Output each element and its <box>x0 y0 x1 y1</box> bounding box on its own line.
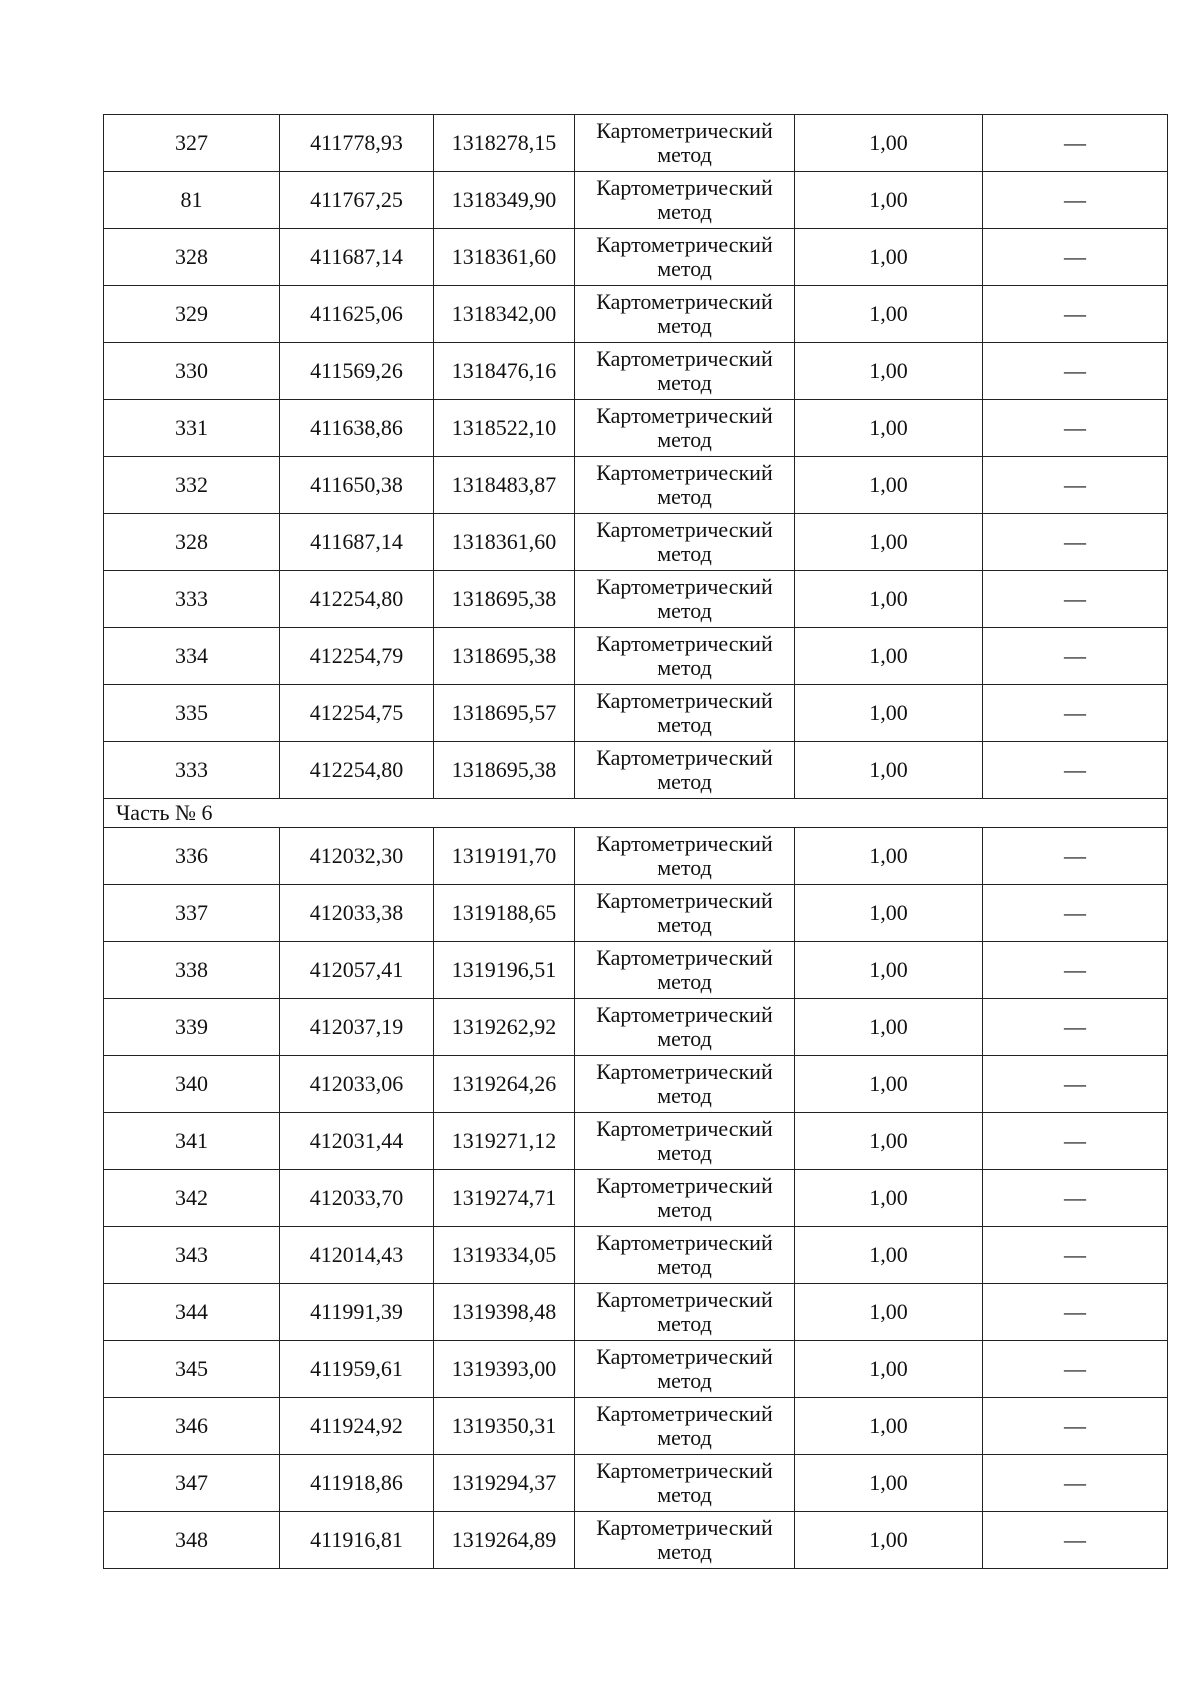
x-coordinate-cell: 412032,30 <box>280 828 434 885</box>
accuracy-cell: 1,00 <box>795 229 983 286</box>
y-coordinate-cell: 1318361,60 <box>434 514 575 571</box>
method-line: метод <box>657 256 712 281</box>
method-line: Картометрический <box>596 630 773 656</box>
method-cell <box>575 742 795 799</box>
table-row <box>104 1113 1168 1170</box>
accuracy-cell: 1,00 <box>795 1512 983 1569</box>
y-coordinate-cell: 1319264,89 <box>434 1512 575 1569</box>
method-line: Картометрический <box>596 345 773 371</box>
method-line: метод <box>657 1482 712 1507</box>
method-line: метод <box>657 427 712 452</box>
point-number-cell: 345 <box>104 1341 280 1398</box>
point-number-cell: 328 <box>104 229 280 286</box>
note-cell: — <box>983 885 1168 942</box>
y-coordinate-cell: 1319274,71 <box>434 1170 575 1227</box>
y-coordinate-cell: 1318695,38 <box>434 742 575 799</box>
note-cell: — <box>983 1227 1168 1284</box>
accuracy-cell: 1,00 <box>795 343 983 400</box>
method-line: метод <box>657 1311 712 1336</box>
note-cell: — <box>983 400 1168 457</box>
x-coordinate-cell: 412254,79 <box>280 628 434 685</box>
table-row <box>104 514 1168 571</box>
table-row <box>104 1341 1168 1398</box>
method-cell <box>575 115 795 172</box>
method-line: метод <box>657 969 712 994</box>
method-cell <box>575 1284 795 1341</box>
x-coordinate-cell: 412057,41 <box>280 942 434 999</box>
table-row <box>104 1056 1168 1113</box>
accuracy-cell: 1,00 <box>795 628 983 685</box>
table-row <box>104 343 1168 400</box>
x-coordinate-cell: 412033,38 <box>280 885 434 942</box>
method-line: Картометрический <box>596 516 773 542</box>
method-cell <box>575 1056 795 1113</box>
y-coordinate-cell: 1319393,00 <box>434 1341 575 1398</box>
method-line: метод <box>657 855 712 880</box>
coordinates-table <box>103 114 1168 1569</box>
table-row <box>104 172 1168 229</box>
method-line: Картометрический <box>596 1058 773 1084</box>
method-cell <box>575 229 795 286</box>
point-number-cell: 336 <box>104 828 280 885</box>
point-number-cell: 328 <box>104 514 280 571</box>
method-line: Картометрический <box>596 1343 773 1369</box>
point-number-cell: 344 <box>104 1284 280 1341</box>
point-number-cell: 340 <box>104 1056 280 1113</box>
method-line: метод <box>657 598 712 623</box>
point-number-cell: 330 <box>104 343 280 400</box>
y-coordinate-cell: 1319262,92 <box>434 999 575 1056</box>
y-coordinate-cell: 1319188,65 <box>434 885 575 942</box>
table-row <box>104 457 1168 514</box>
method-cell <box>575 1455 795 1512</box>
y-coordinate-cell: 1318522,10 <box>434 400 575 457</box>
accuracy-cell: 1,00 <box>795 942 983 999</box>
method-line: метод <box>657 655 712 680</box>
accuracy-cell: 1,00 <box>795 1170 983 1227</box>
method-line: Картометрический <box>596 231 773 257</box>
table-row <box>104 1227 1168 1284</box>
y-coordinate-cell: 1318278,15 <box>434 115 575 172</box>
method-line: Картометрический <box>596 1286 773 1312</box>
y-coordinate-cell: 1318342,00 <box>434 286 575 343</box>
x-coordinate-cell: 411687,14 <box>280 514 434 571</box>
table-row <box>104 1170 1168 1227</box>
method-line: метод <box>657 1083 712 1108</box>
method-line: Картометрический <box>596 1514 773 1540</box>
point-number-cell: 337 <box>104 885 280 942</box>
method-line: Картометрический <box>596 887 773 913</box>
accuracy-cell: 1,00 <box>795 400 983 457</box>
method-cell <box>575 1512 795 1569</box>
point-number-cell: 335 <box>104 685 280 742</box>
note-cell: — <box>983 742 1168 799</box>
method-line: метод <box>657 769 712 794</box>
method-line: метод <box>657 1254 712 1279</box>
method-line: метод <box>657 142 712 167</box>
x-coordinate-cell: 412037,19 <box>280 999 434 1056</box>
y-coordinate-cell: 1319334,05 <box>434 1227 575 1284</box>
method-line: Картометрический <box>596 117 773 143</box>
method-cell <box>575 628 795 685</box>
method-cell <box>575 1341 795 1398</box>
method-line: Картометрический <box>596 1172 773 1198</box>
note-cell: — <box>983 115 1168 172</box>
method-cell <box>575 1398 795 1455</box>
accuracy-cell: 1,00 <box>795 514 983 571</box>
method-cell <box>575 1113 795 1170</box>
method-cell <box>575 457 795 514</box>
table-row <box>104 999 1168 1056</box>
x-coordinate-cell: 412014,43 <box>280 1227 434 1284</box>
y-coordinate-cell: 1318349,90 <box>434 172 575 229</box>
note-cell: — <box>983 343 1168 400</box>
point-number-cell: 347 <box>104 1455 280 1512</box>
note-cell: — <box>983 1398 1168 1455</box>
x-coordinate-cell: 412254,80 <box>280 742 434 799</box>
method-line: метод <box>657 313 712 338</box>
method-line: метод <box>657 1425 712 1450</box>
accuracy-cell: 1,00 <box>795 1284 983 1341</box>
x-coordinate-cell: 411650,38 <box>280 457 434 514</box>
method-line: Картометрический <box>596 573 773 599</box>
point-number-cell: 81 <box>104 172 280 229</box>
y-coordinate-cell: 1318695,38 <box>434 571 575 628</box>
table-row <box>104 742 1168 799</box>
y-coordinate-cell: 1319191,70 <box>434 828 575 885</box>
note-cell: — <box>983 1284 1168 1341</box>
method-line: Картометрический <box>596 288 773 314</box>
method-line: Картометрический <box>596 830 773 856</box>
point-number-cell: 329 <box>104 286 280 343</box>
accuracy-cell: 1,00 <box>795 571 983 628</box>
accuracy-cell: 1,00 <box>795 828 983 885</box>
x-coordinate-cell: 412031,44 <box>280 1113 434 1170</box>
note-cell: — <box>983 571 1168 628</box>
accuracy-cell: 1,00 <box>795 1056 983 1113</box>
accuracy-cell: 1,00 <box>795 457 983 514</box>
point-number-cell: 348 <box>104 1512 280 1569</box>
x-coordinate-cell: 411918,86 <box>280 1455 434 1512</box>
table-row <box>104 115 1168 172</box>
point-number-cell: 333 <box>104 742 280 799</box>
y-coordinate-cell: 1318695,57 <box>434 685 575 742</box>
method-line: Картометрический <box>596 744 773 770</box>
method-cell <box>575 999 795 1056</box>
table-row <box>104 828 1168 885</box>
method-line: метод <box>657 1197 712 1222</box>
method-cell <box>575 1227 795 1284</box>
note-cell: — <box>983 229 1168 286</box>
method-line: Картометрический <box>596 402 773 428</box>
x-coordinate-cell: 411916,81 <box>280 1512 434 1569</box>
method-line: метод <box>657 1539 712 1564</box>
x-coordinate-cell: 411638,86 <box>280 400 434 457</box>
x-coordinate-cell: 412033,70 <box>280 1170 434 1227</box>
accuracy-cell: 1,00 <box>795 885 983 942</box>
method-line: метод <box>657 1026 712 1051</box>
method-line: метод <box>657 1368 712 1393</box>
point-number-cell: 339 <box>104 999 280 1056</box>
method-cell <box>575 828 795 885</box>
note-cell: — <box>983 1113 1168 1170</box>
accuracy-cell: 1,00 <box>795 742 983 799</box>
method-cell <box>575 343 795 400</box>
table-row <box>104 571 1168 628</box>
note-cell: — <box>983 172 1168 229</box>
method-cell <box>575 172 795 229</box>
x-coordinate-cell: 412254,75 <box>280 685 434 742</box>
y-coordinate-cell: 1319196,51 <box>434 942 575 999</box>
x-coordinate-cell: 411778,93 <box>280 115 434 172</box>
point-number-cell: 333 <box>104 571 280 628</box>
point-number-cell: 343 <box>104 1227 280 1284</box>
x-coordinate-cell: 411625,06 <box>280 286 434 343</box>
point-number-cell: 342 <box>104 1170 280 1227</box>
note-cell: — <box>983 628 1168 685</box>
note-cell: — <box>983 514 1168 571</box>
method-line: метод <box>657 484 712 509</box>
coordinates-table-body <box>104 115 1168 1569</box>
note-cell: — <box>983 286 1168 343</box>
accuracy-cell: 1,00 <box>795 1455 983 1512</box>
y-coordinate-cell: 1318361,60 <box>434 229 575 286</box>
note-cell: — <box>983 828 1168 885</box>
method-line: Картометрический <box>596 687 773 713</box>
y-coordinate-cell: 1319294,37 <box>434 1455 575 1512</box>
table-row <box>104 1398 1168 1455</box>
table-row <box>104 229 1168 286</box>
point-number-cell: 341 <box>104 1113 280 1170</box>
accuracy-cell: 1,00 <box>795 1113 983 1170</box>
note-cell: — <box>983 1170 1168 1227</box>
accuracy-cell: 1,00 <box>795 172 983 229</box>
method-cell <box>575 1170 795 1227</box>
table-row <box>104 400 1168 457</box>
note-cell: — <box>983 457 1168 514</box>
point-number-cell: 332 <box>104 457 280 514</box>
method-line: Картометрический <box>596 1229 773 1255</box>
method-cell <box>575 685 795 742</box>
method-line: Картометрический <box>596 1457 773 1483</box>
method-line: Картометрический <box>596 1115 773 1141</box>
table-row <box>104 628 1168 685</box>
note-cell: — <box>983 1512 1168 1569</box>
note-cell: — <box>983 1455 1168 1512</box>
y-coordinate-cell: 1319271,12 <box>434 1113 575 1170</box>
y-coordinate-cell: 1318695,38 <box>434 628 575 685</box>
method-cell <box>575 571 795 628</box>
accuracy-cell: 1,00 <box>795 685 983 742</box>
table-row <box>104 685 1168 742</box>
note-cell: — <box>983 685 1168 742</box>
table-row <box>104 1455 1168 1512</box>
x-coordinate-cell: 411767,25 <box>280 172 434 229</box>
accuracy-cell: 1,00 <box>795 1227 983 1284</box>
method-cell <box>575 514 795 571</box>
accuracy-cell: 1,00 <box>795 1341 983 1398</box>
x-coordinate-cell: 412254,80 <box>280 571 434 628</box>
section-label: Часть № 6 <box>104 799 1168 828</box>
point-number-cell: 327 <box>104 115 280 172</box>
section-header-row <box>104 799 1168 828</box>
note-cell: — <box>983 1341 1168 1398</box>
accuracy-cell: 1,00 <box>795 999 983 1056</box>
table-row <box>104 1512 1168 1569</box>
accuracy-cell: 1,00 <box>795 115 983 172</box>
note-cell: — <box>983 942 1168 999</box>
method-line: метод <box>657 912 712 937</box>
method-line: метод <box>657 712 712 737</box>
method-cell <box>575 286 795 343</box>
method-line: Картометрический <box>596 174 773 200</box>
method-line: метод <box>657 1140 712 1165</box>
method-line: метод <box>657 199 712 224</box>
method-line: Картометрический <box>596 1001 773 1027</box>
point-number-cell: 334 <box>104 628 280 685</box>
point-number-cell: 346 <box>104 1398 280 1455</box>
y-coordinate-cell: 1319398,48 <box>434 1284 575 1341</box>
method-cell <box>575 942 795 999</box>
method-line: метод <box>657 541 712 566</box>
x-coordinate-cell: 411959,61 <box>280 1341 434 1398</box>
table-row <box>104 942 1168 999</box>
y-coordinate-cell: 1319264,26 <box>434 1056 575 1113</box>
point-number-cell: 331 <box>104 400 280 457</box>
y-coordinate-cell: 1319350,31 <box>434 1398 575 1455</box>
accuracy-cell: 1,00 <box>795 1398 983 1455</box>
note-cell: — <box>983 999 1168 1056</box>
method-line: Картометрический <box>596 459 773 485</box>
method-cell <box>575 400 795 457</box>
table-row <box>104 885 1168 942</box>
x-coordinate-cell: 411991,39 <box>280 1284 434 1341</box>
x-coordinate-cell: 411687,14 <box>280 229 434 286</box>
point-number-cell: 338 <box>104 942 280 999</box>
method-cell <box>575 885 795 942</box>
x-coordinate-cell: 412033,06 <box>280 1056 434 1113</box>
table-row <box>104 286 1168 343</box>
y-coordinate-cell: 1318476,16 <box>434 343 575 400</box>
method-line: Картометрический <box>596 1400 773 1426</box>
method-line: Картометрический <box>596 944 773 970</box>
table-row <box>104 1284 1168 1341</box>
y-coordinate-cell: 1318483,87 <box>434 457 575 514</box>
note-cell: — <box>983 1056 1168 1113</box>
method-line: метод <box>657 370 712 395</box>
x-coordinate-cell: 411569,26 <box>280 343 434 400</box>
accuracy-cell: 1,00 <box>795 286 983 343</box>
x-coordinate-cell: 411924,92 <box>280 1398 434 1455</box>
